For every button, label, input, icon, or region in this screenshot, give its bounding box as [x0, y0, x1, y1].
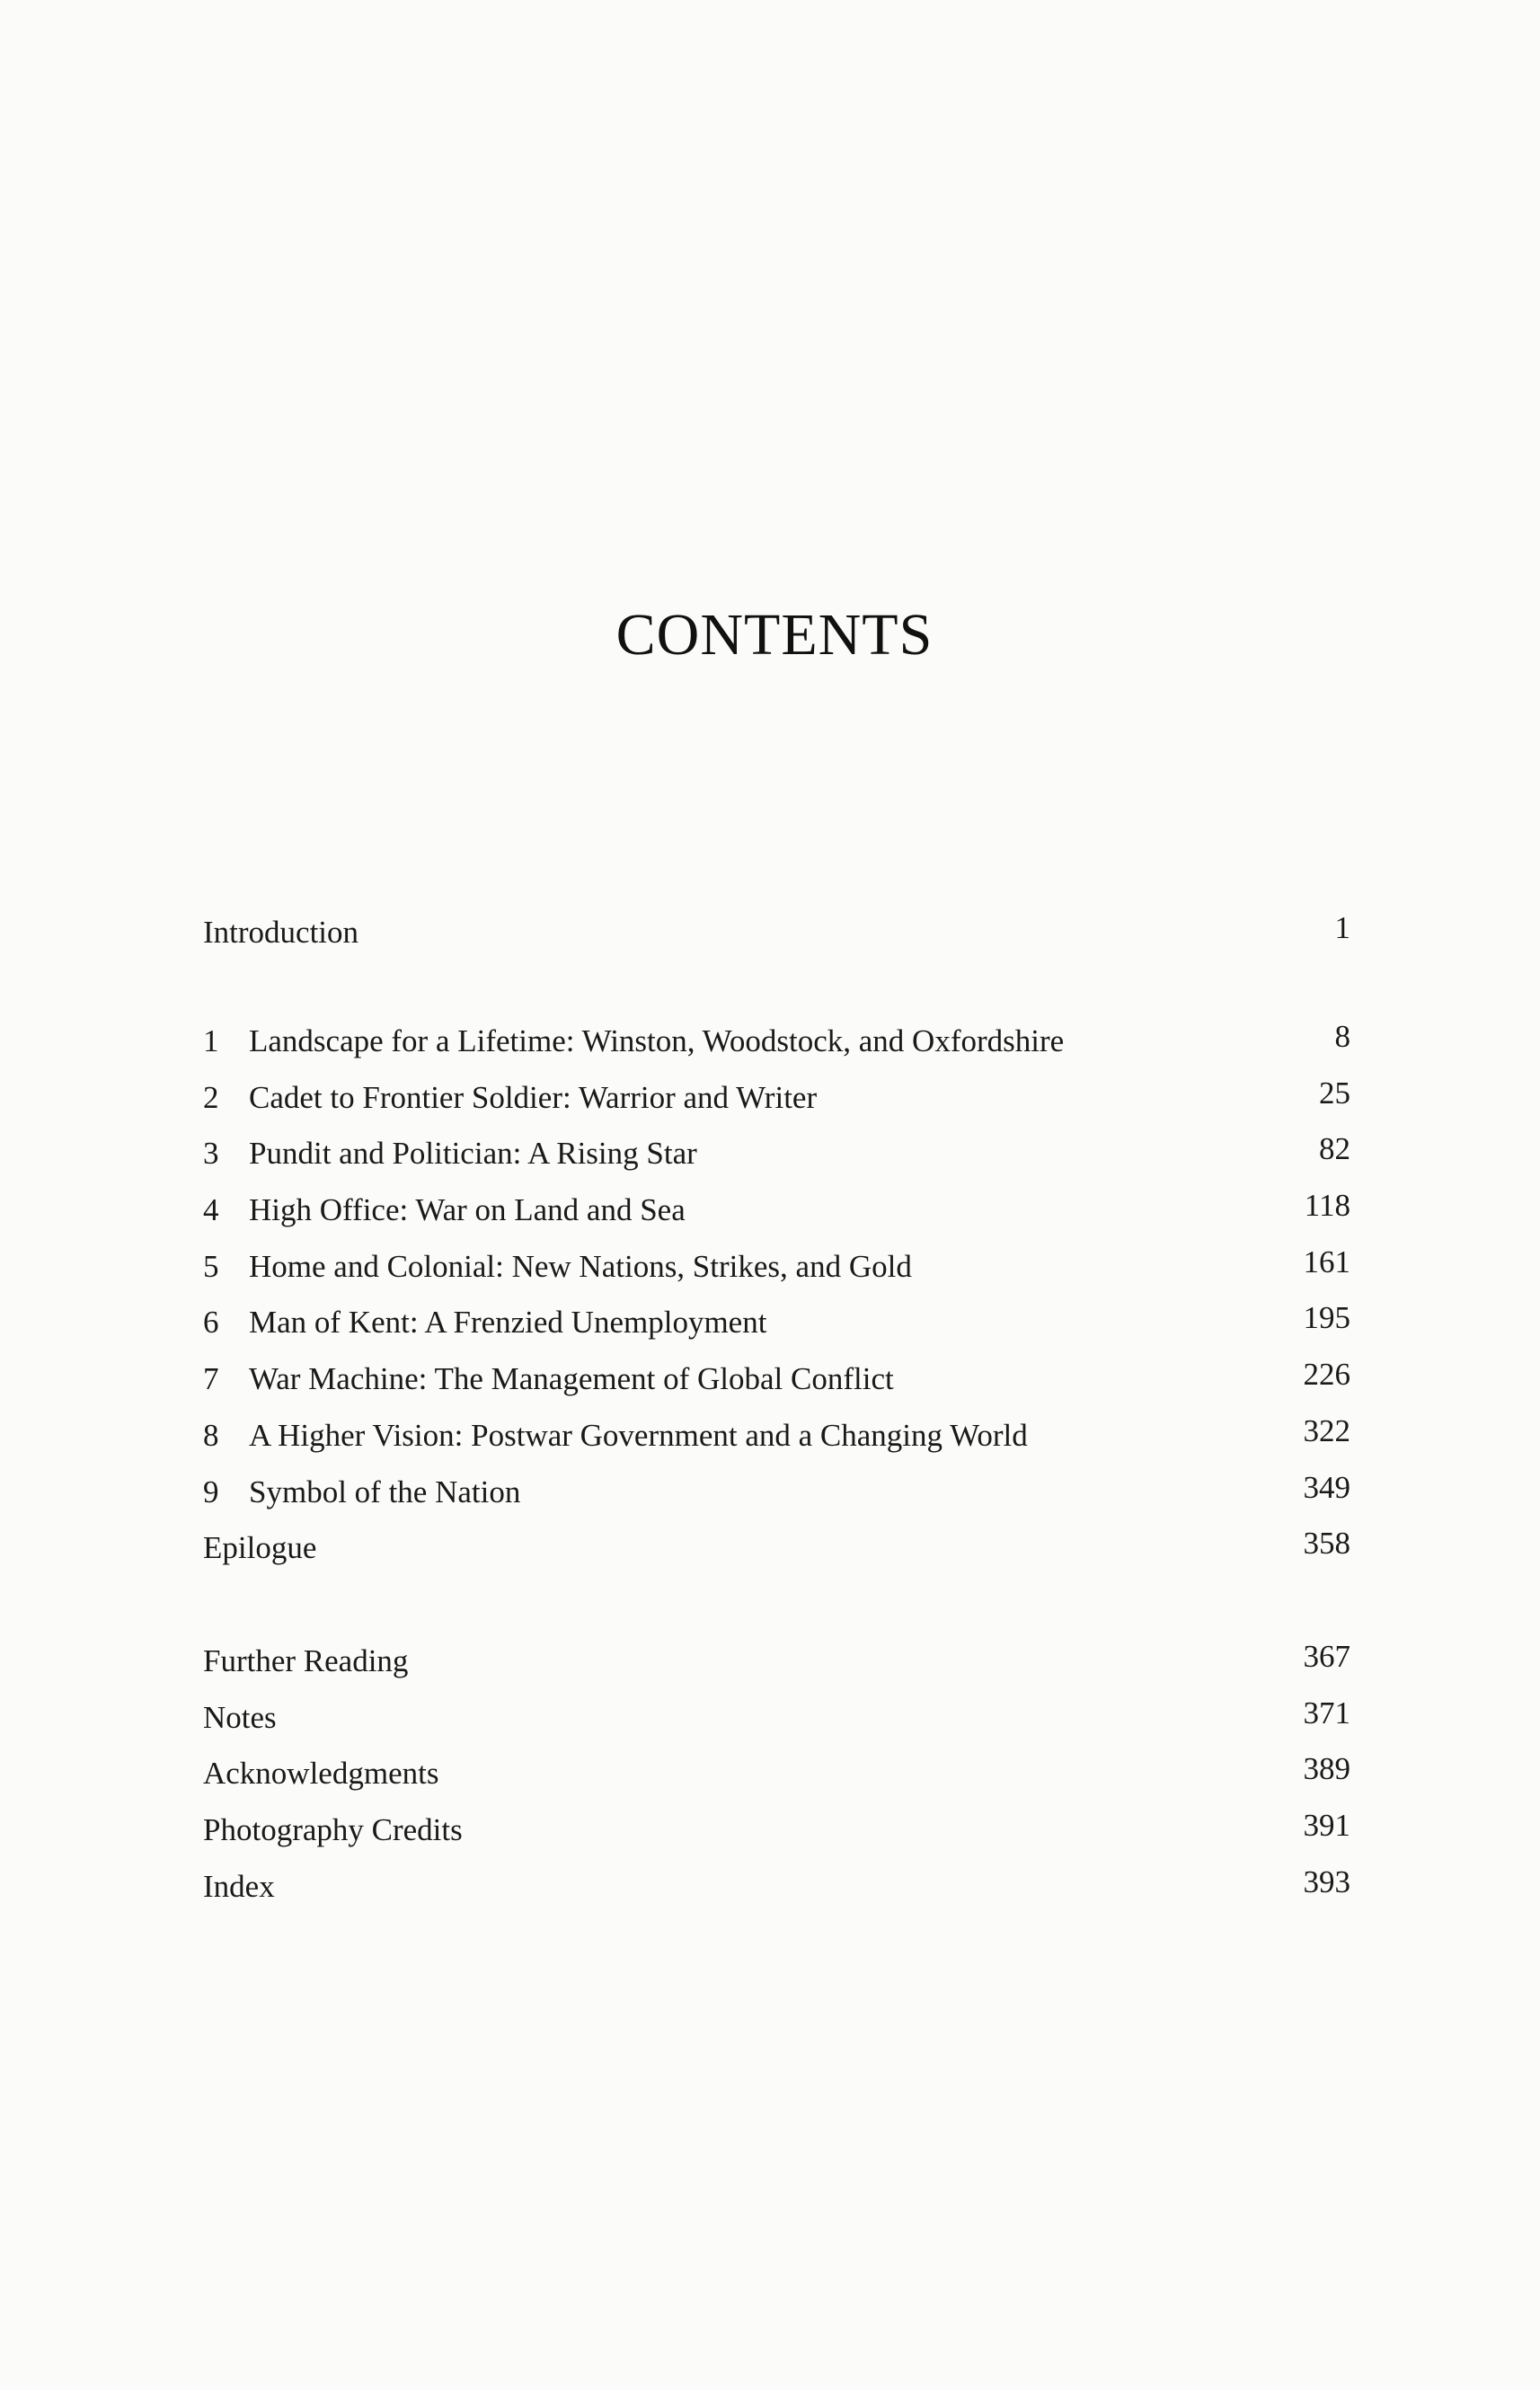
chapter-number: 1: [203, 1023, 219, 1058]
toc-entry-chapter: [203, 1295, 1350, 1351]
toc-entry-page: 358: [1303, 1526, 1350, 1562]
toc-entry-page: 371: [1303, 1695, 1350, 1731]
toc-entry-chapter: [203, 1465, 1350, 1521]
toc-entry-label: Introduction: [203, 915, 359, 950]
toc-introduction-section: [203, 905, 1350, 961]
chapter-number: 7: [203, 1361, 219, 1397]
toc-entry-page: 391: [1303, 1808, 1350, 1844]
toc-entry-back-matter: [203, 1690, 1350, 1747]
toc-entry-label: Man of Kent: A Frenzied Unemployment: [249, 1305, 767, 1341]
toc-entry-page: 1: [1334, 910, 1350, 945]
toc-entry-label: Epilogue: [203, 1530, 317, 1566]
toc-entry-label: Symbol of the Nation: [249, 1474, 521, 1509]
toc-entry-label: Pundit and Politician: A Rising Star: [249, 1136, 697, 1172]
toc-entry-chapter: [203, 1070, 1350, 1127]
chapter-number: 6: [203, 1305, 219, 1341]
toc-entry-label: Home and Colonial: New Nations, Strikes, and Gold: [249, 1248, 912, 1284]
toc-entry-page: 25: [1319, 1075, 1350, 1111]
toc-entry-chapter: [203, 1126, 1350, 1182]
toc-entry-back-matter: [203, 1633, 1350, 1690]
toc-entry-chapter: [203, 1351, 1350, 1408]
toc-entry-page: 393: [1303, 1863, 1350, 1899]
toc-entry-label: Cadet to Frontier Soldier: Warrior and Writer: [249, 1079, 818, 1115]
chapter-number: 9: [203, 1474, 219, 1509]
toc-entry-page: 195: [1303, 1300, 1350, 1336]
toc-entry-chapter: [203, 1182, 1350, 1239]
toc-entry-back-matter: [203, 1746, 1350, 1802]
page-title: CONTENTS: [615, 602, 934, 668]
toc-entry-label: Landscape for a Lifetime: Winston, Woodstock, and Oxfordshire: [249, 1023, 1065, 1058]
toc-entry-label: Acknowledgments: [203, 1756, 439, 1792]
toc-entry-label: Notes: [203, 1699, 277, 1735]
toc-entry-label: High Office: War on Land and Sea: [249, 1192, 686, 1228]
toc-entry-page: 82: [1319, 1131, 1350, 1167]
chapter-number: 5: [203, 1248, 219, 1284]
chapter-number: 4: [203, 1192, 219, 1228]
toc-entry-introduction: [203, 905, 1350, 961]
toc-entry-chapter: [203, 1014, 1350, 1070]
toc-entry-page: 226: [1303, 1357, 1350, 1393]
toc-entry-page: 8: [1334, 1019, 1350, 1054]
toc-chapters-section: [203, 1014, 1350, 1577]
toc-entry-back-matter: [203, 1802, 1350, 1859]
chapter-number: 2: [203, 1079, 219, 1115]
toc-entry-epilogue: [203, 1520, 1350, 1577]
toc-entry-label: War Machine: The Management of Global Conflict: [249, 1361, 894, 1397]
toc-entry-label: A Higher Vision: Postwar Government and a Changing World: [249, 1417, 1028, 1453]
toc-entry-label: Further Reading: [203, 1643, 409, 1678]
chapter-number: 3: [203, 1136, 219, 1172]
toc-entry-page: 161: [1303, 1244, 1350, 1279]
toc-entry-page: 349: [1303, 1469, 1350, 1505]
toc-entry-label: Index: [203, 1868, 275, 1904]
toc-entry-page: 118: [1304, 1188, 1350, 1224]
toc-entry-label: Photography Credits: [203, 1812, 463, 1848]
toc-entry-back-matter: [203, 1859, 1350, 1916]
toc-entry-page: 322: [1303, 1412, 1350, 1448]
chapter-number: 8: [203, 1417, 219, 1453]
toc-entry-page: 367: [1303, 1639, 1350, 1674]
toc-back-matter-section: [203, 1633, 1350, 1915]
toc-entry-page: 389: [1303, 1751, 1350, 1787]
toc-entry-chapter: [203, 1408, 1350, 1465]
toc-entry-chapter: [203, 1239, 1350, 1296]
